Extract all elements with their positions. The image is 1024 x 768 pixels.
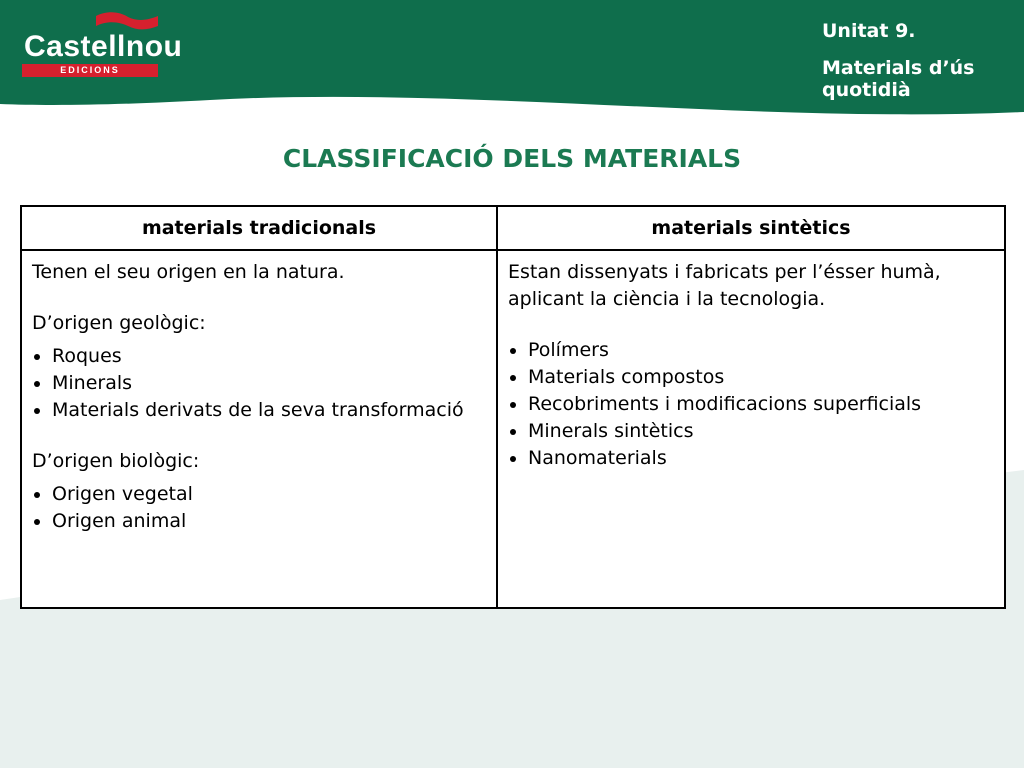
table-row — [21, 250, 1005, 608]
flag-icon — [94, 10, 160, 32]
list-item: • Roques — [52, 343, 486, 370]
synthetic-intro: Estan dissenyats i fabricats per l’ésser humà, aplicant la ciència i la tecnologia. — [508, 261, 941, 310]
traditional-cell — [21, 250, 497, 608]
biologic-list — [32, 481, 486, 535]
synthetic-list — [508, 337, 994, 472]
unit-subtitle-line2: quotidià — [822, 79, 911, 101]
unit-subtitle-line1: Materials d’ús — [822, 57, 975, 79]
geologic-label: D’origen geològic: — [32, 312, 206, 334]
page-title: CLASSIFICACIÓ DELS MATERIALS — [282, 144, 742, 173]
geologic-list — [32, 343, 486, 424]
table-header-row — [21, 206, 1005, 250]
castellnou-logo — [22, 10, 183, 78]
list-item: • Recobriments i modificacions superficials — [528, 391, 994, 418]
list-item: • Materials derivats de la seva transformació — [52, 397, 486, 424]
biologic-label: D’origen biològic: — [32, 450, 200, 472]
logo-wordmark: Castellnou — [24, 30, 183, 63]
unit-subtitle — [822, 57, 1022, 101]
list-item: • Polímers — [528, 337, 994, 364]
logo-band: EDICIONS — [22, 64, 158, 77]
list-item: • Minerals — [52, 370, 486, 397]
list-item: • Origen animal — [52, 508, 486, 535]
header-synthetic: materials sintètics — [497, 206, 1005, 250]
materials-table — [20, 205, 1006, 609]
list-item: • Origen vegetal — [52, 481, 486, 508]
list-item: • Nanomaterials — [528, 445, 994, 472]
list-item: • Minerals sintètics — [528, 418, 994, 445]
list-item: • Materials compostos — [528, 364, 994, 391]
synthetic-cell — [497, 250, 1005, 608]
traditional-intro: Tenen el seu origen en la natura. — [32, 261, 345, 283]
header-traditional: materials tradicionals — [21, 206, 497, 250]
unit-number: Unitat 9. — [822, 20, 916, 42]
